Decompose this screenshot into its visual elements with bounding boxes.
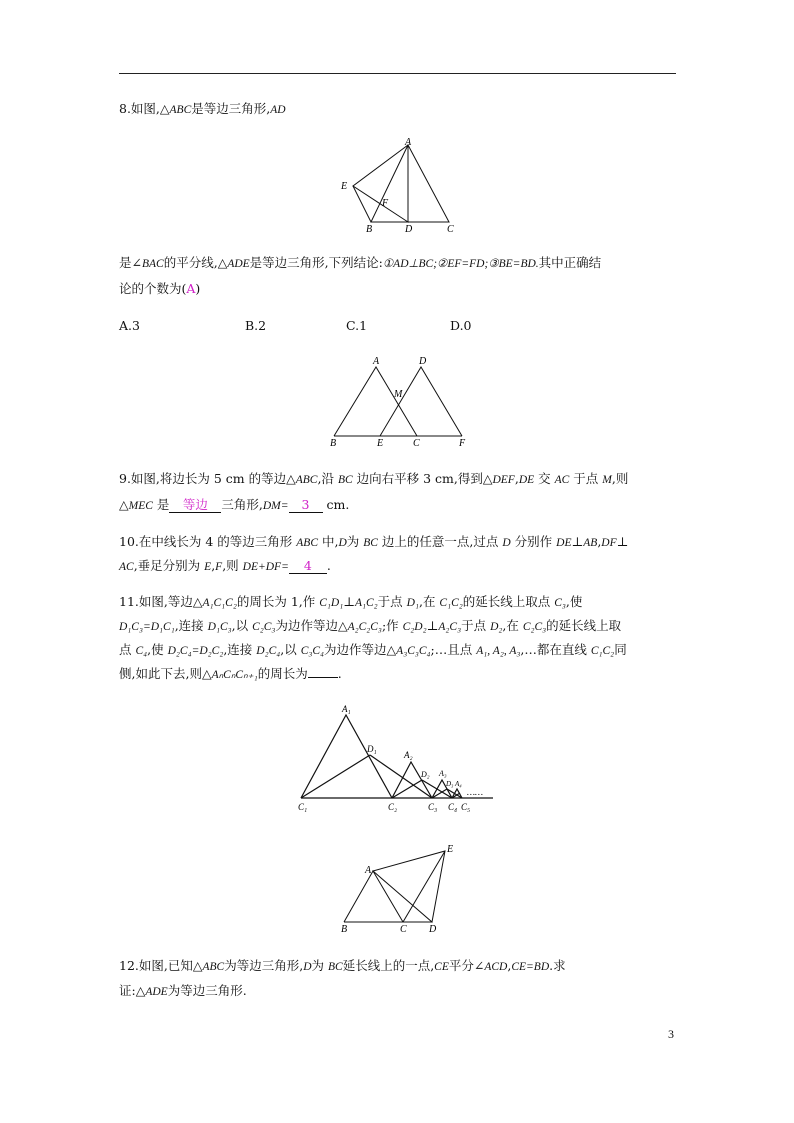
q10-answer-blank: 4 (289, 559, 327, 574)
q11-text: ,以 (280, 642, 301, 657)
q11-math: D₂C₄=D₂C₂ (167, 645, 224, 657)
q12-ce: CE (434, 961, 449, 973)
q12-text: 平分∠ (448, 958, 485, 973)
q11-text: ,以 (231, 618, 253, 633)
q9-mec: MEC (128, 500, 153, 512)
q8-label-b: B (366, 224, 373, 235)
q8-label-e: E (341, 181, 348, 192)
q11-text: 为边作等边△ (324, 642, 397, 657)
q11-text: ,使 (147, 642, 168, 657)
q9-dm: DM= (262, 500, 289, 512)
q11-math: AₙCₙCₙ₊₁ (211, 669, 258, 681)
q9-label-f: F (459, 438, 466, 448)
q10-text: 10.在中线长为 4 的等边三角形 (119, 534, 297, 549)
q12-label-b: B (341, 924, 348, 935)
q11-math: C₄ (135, 645, 148, 657)
q11-text: 11.如图,等边△ (119, 594, 203, 609)
q9-label-e: E (377, 438, 384, 448)
q11-math: A₂C₃ (438, 621, 462, 633)
q8-body-text: 的平分线,△ (163, 255, 228, 270)
q10-e: E (204, 561, 212, 573)
q9-ac: AC (554, 474, 570, 486)
q11-text: ,使 (565, 594, 583, 609)
q11-text: 于点 (377, 594, 407, 609)
q9-answer-blank-2: 3 (289, 498, 323, 513)
q11-math: C₃ (554, 597, 566, 609)
q11-label-a3: A₃ (439, 769, 447, 778)
q8-option-c: C.1 (346, 318, 368, 333)
q9-answer-blank-1: 等边 (169, 498, 221, 513)
triangle-symbol: △ (159, 101, 170, 116)
q10-abc: ABC (296, 537, 318, 549)
q11-text: 的延长线上取 (546, 618, 622, 633)
q8-conclusions: ①AD⊥BC;②EF=FD;③BE=BD. (382, 258, 539, 270)
q10-line1 (119, 533, 628, 552)
q11-label-d1: D₁ (367, 744, 377, 754)
q10-sum: DE+DF= (242, 561, 289, 573)
q9-bc: BC (337, 474, 353, 486)
q11-text: ,连接 (223, 642, 257, 657)
q11-text: 侧,如此下去,则△ (119, 666, 212, 681)
q10-line2 (119, 557, 331, 576)
q12-ade: ADE (145, 986, 168, 998)
q12-acd: ACD (484, 961, 508, 973)
q12-text: 12.如图,已知△ (119, 958, 203, 973)
q11-text: . (337, 666, 342, 681)
q11-math: A₃C₃C₄ (396, 645, 431, 657)
q10-text: . (326, 558, 331, 573)
q11-label-c4: C₄ (448, 802, 458, 812)
q8-ad: AD (270, 104, 286, 116)
q11-line4 (119, 665, 342, 684)
q10-text: ,垂足分别为 (133, 558, 205, 573)
q9-label-d: D (419, 356, 427, 367)
q10-text: ⊥ (571, 534, 584, 549)
q9-de: DE (518, 474, 535, 486)
q10-text: , (211, 558, 216, 573)
q11-math: A₁, A₂, A₃ (476, 645, 521, 657)
q11-math: D₁C₃=D₁C₁ (119, 621, 175, 633)
q10-de: DE (556, 537, 572, 549)
q9-def: DEF (492, 474, 515, 486)
page-number: 3 (668, 1027, 674, 1041)
q12-line1 (119, 957, 566, 976)
q11-label-a1: A₁ (342, 704, 351, 714)
q8-ade: ADE (227, 258, 250, 270)
q10-text: , (597, 534, 602, 549)
q11-math: A₂C₂C₃ (347, 621, 382, 633)
q10-text: 为 (346, 534, 364, 549)
q8-body-text: 是∠ (119, 255, 142, 270)
q12-label-d: D (429, 924, 437, 935)
q11-label-c2: C₂ (388, 802, 398, 812)
q8-body-text: ) (195, 281, 201, 296)
q10-ab: AB (583, 537, 598, 549)
q12-label-c: C (400, 924, 407, 935)
q8-number: 8.如图, (119, 101, 160, 116)
q11-text: ⊥ (343, 594, 355, 609)
q11-label-dots: …… (467, 787, 484, 797)
q8-label-d: D (405, 224, 413, 235)
q9-text: ,沿 (317, 471, 338, 486)
q11-math: A₁C₁C₂ (202, 597, 237, 609)
q9-line2 (119, 496, 349, 515)
q11-text: ⊥ (426, 618, 439, 633)
q9-text: , (514, 471, 519, 486)
q10-df: DF (601, 537, 617, 549)
q11-text: 点 (119, 642, 136, 657)
q10-bc: BC (363, 537, 378, 549)
q12-text: , (507, 958, 512, 973)
q11-text: 的周长为 (257, 666, 308, 681)
q9-label-b: B (330, 438, 337, 448)
q12-text: 为 (311, 958, 328, 973)
q11-line1 (119, 593, 582, 612)
q8-option-b: B.2 (245, 318, 267, 333)
q12-cebd: CE=BD (511, 961, 550, 973)
q11-label-c1: C₁ (298, 802, 308, 812)
q11-text: 的周长为 1,作 (236, 594, 320, 609)
q8-body-text: 论的个数为( (119, 281, 187, 296)
q10-text: 边上的任意一点,过点 (377, 534, 503, 549)
q10-text: 中, (318, 534, 339, 549)
q11-line3 (119, 641, 627, 660)
q9-text: △ (119, 497, 129, 512)
q8-option-d: D.0 (450, 318, 472, 333)
q11-math: D₁ (406, 597, 419, 609)
q12-text: 证:△ (119, 983, 146, 998)
q11-text: ,连接 (174, 618, 208, 633)
q8-body-line2 (119, 280, 200, 298)
q10-d: D (502, 537, 511, 549)
q11-math: D₂C₄ (256, 645, 281, 657)
q11-math: C₃C₄ (300, 645, 325, 657)
q9-line1 (119, 470, 628, 489)
q9-text: 边向右平移 3 cm,得到△ (352, 471, 493, 486)
q11-math: D₁C₃ (207, 621, 232, 633)
q11-math: C₂C₃ (522, 621, 547, 633)
q12-text: 延长线上的一点, (342, 958, 435, 973)
q8-text: 是等边三角形, (191, 101, 271, 116)
q9-abc: ABC (295, 474, 318, 486)
q11-math: D₂ (490, 621, 503, 633)
q8-answer: A (186, 281, 196, 296)
q8-label-c: C (447, 224, 454, 235)
q12-label-a: A (365, 865, 372, 876)
q8-bac: BAC (141, 258, 164, 270)
q11-label-c5: C₅ (461, 802, 471, 812)
q12-d: D (303, 961, 312, 973)
q8-abc: ABC (169, 104, 192, 116)
q10-text: 分别作 (510, 534, 557, 549)
q8-label-f: F (382, 198, 389, 209)
q12-figure (330, 840, 470, 936)
q8-body-text: 是等边三角形,下列结论: (249, 255, 383, 270)
q9-label-m: M (394, 389, 403, 400)
q9-text: 9.如图,将边长为 5 cm 的等边△ (119, 471, 296, 486)
q8-body-text: 其中正确结 (538, 255, 602, 270)
q11-label-c3: C₃ (428, 802, 438, 812)
header-rule (119, 73, 676, 74)
q12-text: 为等边三角形. (167, 983, 247, 998)
q12-line2 (119, 982, 247, 1001)
q11-label-a4: A₄ (455, 780, 462, 788)
q11-math: C₂D₂ (402, 621, 427, 633)
q10-d: D (338, 537, 347, 549)
q9-text: 是 (152, 497, 170, 512)
q11-label-a2: A₂ (404, 750, 413, 760)
q10-text: ⊥ (616, 534, 629, 549)
q8-body-line1 (119, 254, 601, 273)
q11-text: ;作 (381, 618, 403, 633)
q11-text: 为边作等边△ (275, 618, 348, 633)
q11-math: C₁D₁ (319, 597, 344, 609)
q9-text: 三角形, (221, 497, 263, 512)
q11-math: A₁C₂ (354, 597, 378, 609)
q11-text: ,在 (502, 618, 523, 633)
q11-label-d3: D₃ (446, 780, 454, 788)
q12-text: .求 (549, 958, 566, 973)
q12-label-e: E (447, 844, 454, 855)
q8-option-a: A.3 (119, 318, 140, 333)
q12-text: 为等边三角形, (224, 958, 304, 973)
q8-heading (119, 100, 286, 119)
q11-figure (295, 700, 500, 814)
q9-label-a: A (373, 356, 380, 367)
q11-text: ,…都在直线 (520, 642, 591, 657)
q11-line2 (119, 617, 621, 636)
q8-label-a: A (405, 137, 412, 148)
q11-math: C₂C₃ (252, 621, 276, 633)
q9-figure (325, 352, 475, 448)
q10-ac: AC (119, 561, 134, 573)
q9-m: M (602, 474, 612, 486)
q12-bc: BC (327, 961, 343, 973)
q11-text: ;…且点 (430, 642, 477, 657)
q11-answer-blank (308, 677, 338, 678)
q10-text: ,则 (222, 558, 243, 573)
q10-f: F (215, 561, 223, 573)
q11-text: 同 (614, 642, 627, 657)
q9-text: cm. (322, 497, 350, 512)
q8-figure (335, 135, 465, 235)
q9-label-c: C (413, 438, 420, 448)
q11-text: ,在 (418, 594, 440, 609)
q9-text: ,则 (611, 471, 629, 486)
q12-abc: ABC (202, 961, 225, 973)
q11-math: C₁C₂ (439, 597, 463, 609)
q11-text: 于点 (461, 618, 491, 633)
q9-text: 交 (534, 471, 555, 486)
q9-text: 于点 (569, 471, 603, 486)
q11-label-d2: D₂ (421, 770, 430, 779)
q11-text: 的延长线上取点 (462, 594, 555, 609)
q11-math: C₁C₂ (590, 645, 615, 657)
